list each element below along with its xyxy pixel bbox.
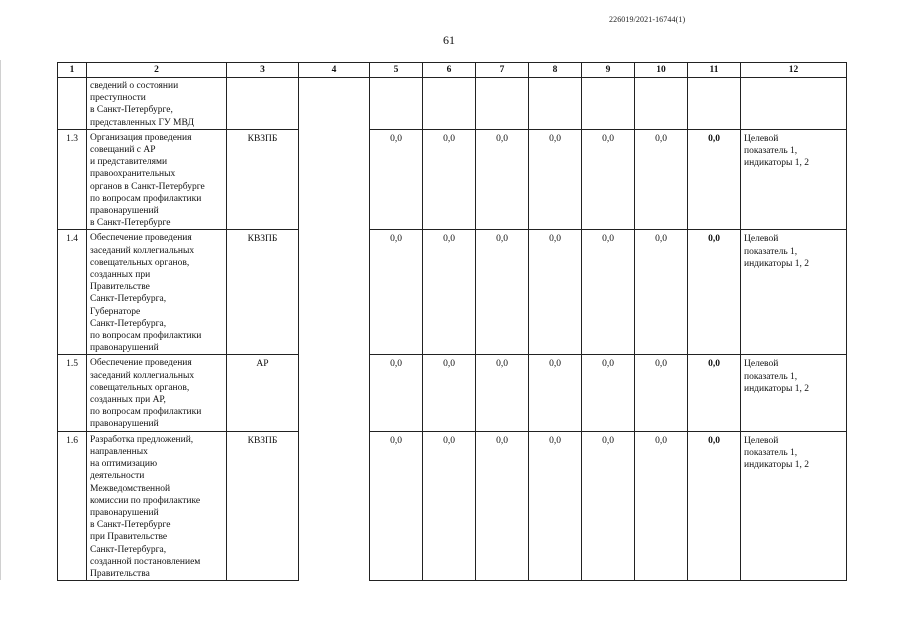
note-line: Целевой — [744, 435, 779, 446]
value-cell — [582, 78, 635, 130]
description-line: Санкт-Петербурга, — [90, 544, 167, 555]
value-cell — [370, 78, 423, 130]
total-value-cell: 0,0 — [688, 431, 741, 580]
column-header: 6 — [423, 63, 476, 78]
value-cell: 0,0 — [582, 129, 635, 230]
description-line: комиссии по профилактике — [90, 495, 201, 506]
note-line: индикаторы 1, 2 — [744, 258, 810, 269]
total-value-cell: 0,0 — [688, 230, 741, 355]
description-line: Обеспечение проведения — [90, 358, 192, 369]
note-cell — [741, 230, 847, 355]
description-line: на оптимизацию — [90, 459, 158, 470]
table-row — [58, 129, 847, 230]
note-line: Целевой — [744, 133, 779, 144]
executor-cell: КВЗПБ — [227, 129, 299, 230]
value-cell: 0,0 — [423, 129, 476, 230]
description-line: Межведомственной — [90, 483, 171, 494]
value-cell: 0,0 — [529, 431, 582, 580]
column-4-cell — [299, 78, 370, 581]
executor-cell: АР — [227, 355, 299, 431]
value-cell — [423, 78, 476, 130]
description-line: сведений о состоянии — [90, 81, 179, 91]
description-line: при Правительстве — [90, 532, 168, 543]
executor-cell — [227, 78, 299, 130]
note-line: Целевой — [744, 234, 779, 245]
value-cell: 0,0 — [635, 230, 688, 355]
description-line: Организация проведения — [90, 132, 192, 143]
description-line: Правительства — [90, 568, 150, 579]
description-line: и представителями — [90, 157, 168, 168]
value-cell: 0,0 — [529, 129, 582, 230]
value-cell: 0,0 — [635, 431, 688, 580]
description-line: Губернаторе — [90, 306, 141, 317]
value-cell — [688, 78, 741, 130]
column-header: 9 — [582, 63, 635, 78]
description-line: в Санкт-Петербурге — [90, 520, 171, 531]
note-line: показатель 1, — [744, 447, 798, 458]
page-number: 61 — [443, 33, 455, 47]
value-cell — [529, 78, 582, 130]
table-row-continuation — [58, 78, 847, 130]
table-header-row — [58, 63, 847, 78]
description-line: преступности — [90, 93, 146, 104]
description-line: Санкт-Петербурга, — [90, 294, 167, 305]
note-cell — [741, 78, 847, 130]
description-line: совещательных органов, — [90, 257, 190, 268]
description-line: деятельности — [90, 471, 145, 482]
description-line: правонарушений — [90, 343, 159, 354]
value-cell: 0,0 — [635, 129, 688, 230]
description-line: созданной постановлением — [90, 556, 201, 567]
description-line: в Санкт-Петербурге — [90, 218, 171, 229]
row-number-cell: 1.3 — [58, 129, 87, 230]
value-cell: 0,0 — [423, 230, 476, 355]
row-number-cell: 1.5 — [58, 355, 87, 431]
value-cell: 0,0 — [582, 431, 635, 580]
program-table — [57, 62, 847, 581]
description-cell — [87, 129, 227, 230]
value-cell: 0,0 — [370, 355, 423, 431]
total-value-cell: 0,0 — [688, 129, 741, 230]
executor-cell: КВЗПБ — [227, 431, 299, 580]
description-line: заседаний коллегиальных — [90, 370, 195, 381]
column-header: 12 — [741, 63, 847, 78]
note-cell — [741, 355, 847, 431]
description-cell — [87, 355, 227, 431]
executor-cell: КВЗПБ — [227, 230, 299, 355]
description-line: в Санкт-Петербурге, — [90, 105, 173, 116]
description-cell — [87, 78, 227, 130]
value-cell: 0,0 — [370, 431, 423, 580]
total-value-cell: 0,0 — [688, 355, 741, 431]
note-cell — [741, 431, 847, 580]
column-header: 7 — [476, 63, 529, 78]
column-header: 5 — [370, 63, 423, 78]
row-number-cell: 1.6 — [58, 431, 87, 580]
note-line: показатель 1, — [744, 371, 798, 382]
description-line: совещаний с АР — [90, 145, 156, 156]
table-row — [58, 431, 847, 580]
description-line: по вопросам профилактики — [90, 407, 202, 418]
description-line: Правительстве — [90, 282, 150, 293]
description-line: правонарушений — [90, 419, 159, 430]
note-line: индикаторы 1, 2 — [744, 460, 810, 471]
value-cell: 0,0 — [423, 355, 476, 431]
description-line: направленных — [90, 446, 148, 457]
value-cell: 0,0 — [582, 355, 635, 431]
description-line: органов в Санкт-Петербурге — [90, 181, 205, 192]
column-header: 2 — [87, 63, 227, 78]
value-cell — [476, 78, 529, 130]
note-line: Целевой — [744, 359, 779, 370]
description-line: правонарушений — [90, 206, 159, 217]
row-number-cell: 1.4 — [58, 230, 87, 355]
value-cell: 0,0 — [370, 129, 423, 230]
column-header: 8 — [529, 63, 582, 78]
value-cell: 0,0 — [423, 431, 476, 580]
description-line: представленных ГУ МВД — [90, 117, 194, 128]
table-row — [58, 355, 847, 431]
note-line: индикаторы 1, 2 — [744, 158, 810, 169]
description-line: по вопросам профилактики — [90, 193, 202, 204]
note-cell — [741, 129, 847, 230]
description-line: правоохранительных — [90, 169, 176, 180]
description-line: созданных при — [90, 270, 151, 281]
description-line: Санкт-Петербурга, — [90, 318, 167, 329]
value-cell: 0,0 — [635, 355, 688, 431]
description-line: правонарушений — [90, 507, 159, 518]
value-cell: 0,0 — [529, 355, 582, 431]
value-cell: 0,0 — [476, 129, 529, 230]
column-header: 4 — [299, 63, 370, 78]
row-number-cell — [58, 78, 87, 130]
value-cell: 0,0 — [529, 230, 582, 355]
value-cell: 0,0 — [476, 355, 529, 431]
document-id: 226019/2021-16744(1) — [609, 15, 686, 24]
column-header: 10 — [635, 63, 688, 78]
note-line: показатель 1, — [744, 146, 798, 157]
note-line: индикаторы 1, 2 — [744, 383, 810, 394]
description-cell — [87, 230, 227, 355]
table-row — [58, 230, 847, 355]
value-cell: 0,0 — [476, 230, 529, 355]
description-line: совещательных органов, — [90, 382, 190, 393]
value-cell — [635, 78, 688, 130]
column-header: 11 — [688, 63, 741, 78]
value-cell: 0,0 — [370, 230, 423, 355]
note-line: показатель 1, — [744, 246, 798, 257]
description-line: созданных при АР, — [90, 395, 166, 406]
value-cell: 0,0 — [582, 230, 635, 355]
description-line: Обеспечение проведения — [90, 233, 192, 244]
value-cell: 0,0 — [476, 431, 529, 580]
page-edge-mark — [0, 60, 1, 580]
description-line: Разработка предложений, — [90, 434, 194, 445]
description-cell — [87, 431, 227, 580]
description-line: по вопросам профилактики — [90, 331, 202, 342]
description-line: заседаний коллегиальных — [90, 245, 195, 256]
column-header: 1 — [58, 63, 87, 78]
column-header: 3 — [227, 63, 299, 78]
